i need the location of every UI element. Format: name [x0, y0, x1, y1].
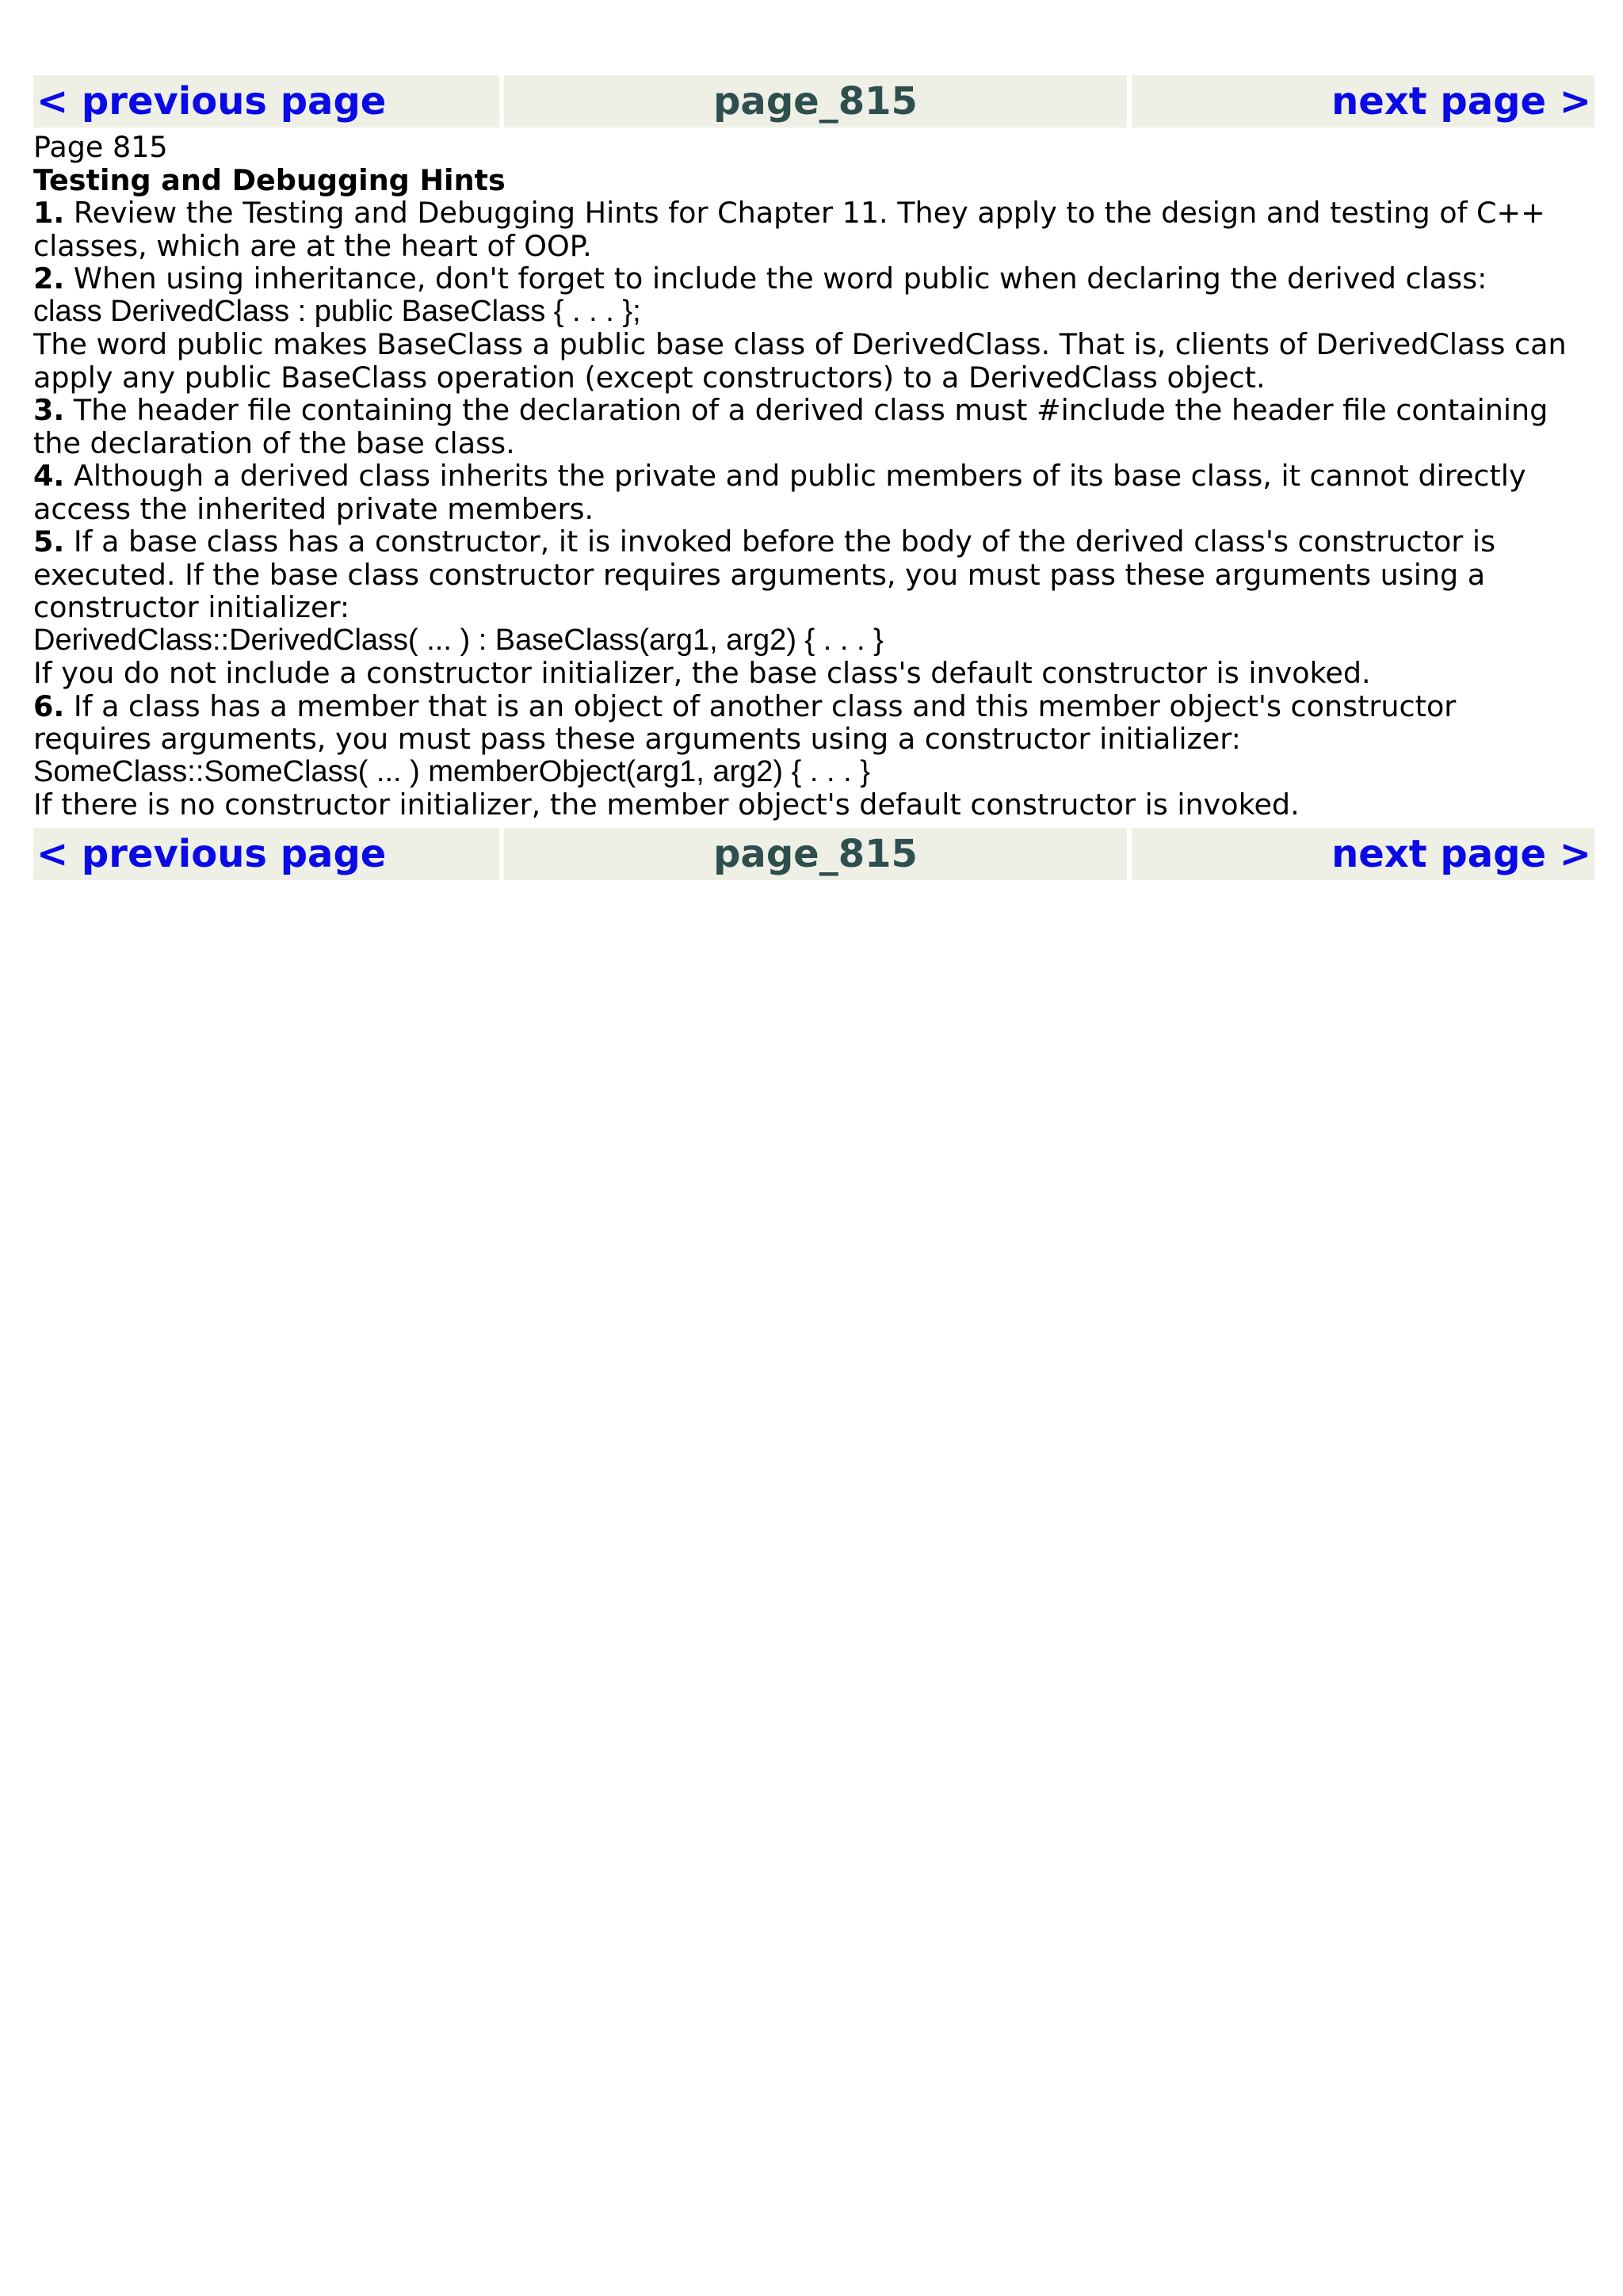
hint-text: executed. If the base class constructor requires arguments, you must pass these arguments using a: [33, 557, 1486, 592]
hint-text: Review the Testing and Debugging Hints for Chapter 11. They apply to the design and testing of C++: [64, 196, 1545, 230]
hint-number: 3.: [33, 393, 65, 427]
hint-number: 5.: [33, 524, 65, 559]
hint-number: 6.: [33, 688, 65, 723]
hint-item-5: [33, 525, 1599, 690]
section-heading: Testing and Debugging Hints: [33, 162, 506, 197]
hint-text: access the inherited private members.: [33, 491, 594, 526]
hint-number: 2.: [33, 261, 65, 296]
code-example: class DerivedClass : public BaseClass { . . . };: [33, 294, 641, 328]
hint-item-4: [33, 460, 1599, 525]
hint-item-1: [33, 196, 1599, 262]
next-page-link[interactable]: next page >: [1132, 75, 1594, 128]
hint-text: If you do not include a constructor initializer, the base class's default constructor is invoked.: [33, 656, 1371, 690]
hint-text: the declaration of the base class.: [33, 425, 515, 460]
page-number: Page 815: [33, 130, 168, 164]
hint-text: If a base class has a constructor, it is invoked before the body of the derived class's constructor is: [64, 524, 1496, 559]
hint-text: Although a derived class inherits the private and public members of its base class, it cannot directly: [64, 459, 1526, 493]
hint-text: classes, which are at the heart of OOP.: [33, 228, 592, 263]
code-example: DerivedClass::DerivedClass( ... ) : BaseClass(arg1, arg2) { . . . }: [33, 623, 884, 657]
hint-text: requires arguments, you must pass these arguments using a constructor initializer:: [33, 722, 1241, 756]
document-body: [33, 128, 1599, 828]
page-content: [33, 75, 1599, 880]
page-id-label: page_815: [504, 828, 1127, 880]
hint-text: If there is no constructor initializer, the member object's default constructor is invoked.: [33, 788, 1300, 822]
hint-text: constructor initializer:: [33, 590, 350, 624]
hint-text: The word public makes BaseClass a public base class of DerivedClass. That is, clients of DerivedClass can: [33, 327, 1567, 361]
next-page-link[interactable]: next page >: [1132, 828, 1594, 880]
hint-text: When using inheritance, don't forget to include the word public when declaring the derived class:: [64, 261, 1487, 296]
hint-number: 1.: [33, 196, 65, 230]
previous-page-link[interactable]: < previous page: [33, 75, 499, 128]
hint-text: The header file containing the declaration of a derived class must #include the header file containing: [64, 393, 1549, 427]
bottom-nav-bar: [33, 828, 1599, 880]
code-example: SomeClass::SomeClass( ... ) memberObject(arg1, arg2) { . . . }: [33, 754, 870, 788]
hint-text: apply any public BaseClass operation (except constructors) to a DerivedClass object.: [33, 360, 1266, 395]
hint-item-3: [33, 394, 1599, 460]
hint-item-6: [33, 690, 1599, 822]
hint-item-2: [33, 262, 1599, 394]
previous-page-link[interactable]: < previous page: [33, 828, 499, 880]
hint-number: 4.: [33, 459, 65, 493]
top-nav-bar: [33, 75, 1599, 128]
hint-text: If a class has a member that is an object of another class and this member object's constructor: [64, 688, 1457, 723]
page-id-label: page_815: [504, 75, 1127, 128]
